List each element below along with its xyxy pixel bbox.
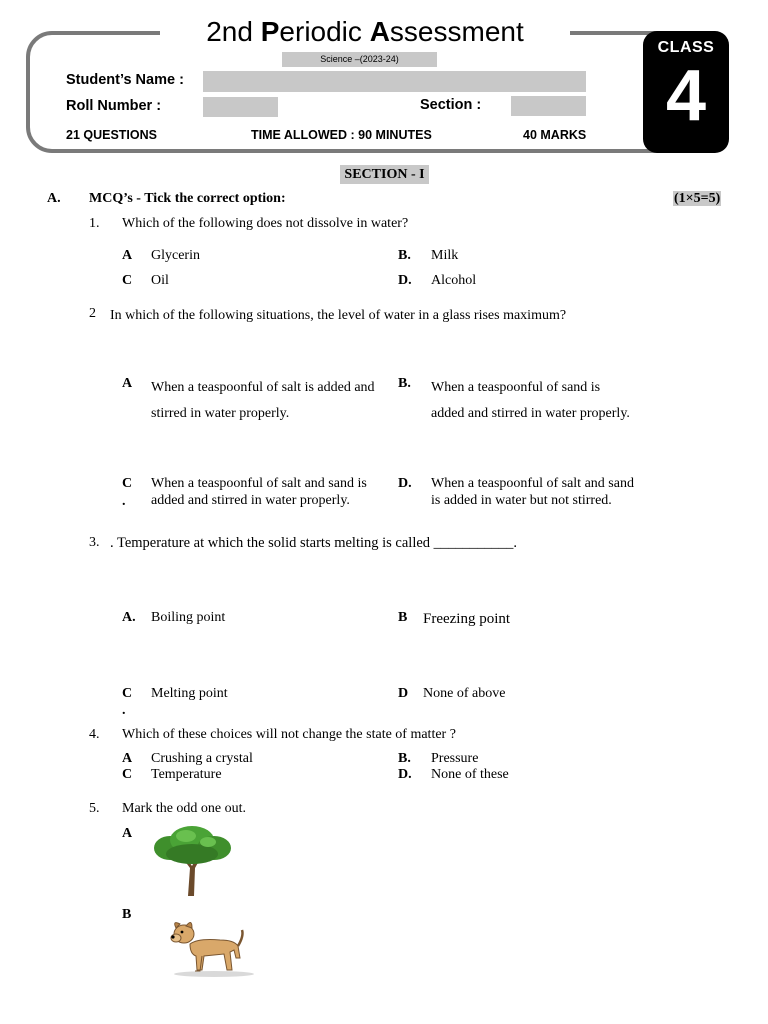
option-text[interactable]: Oil [151, 273, 169, 288]
section-field[interactable] [511, 96, 586, 116]
option-letter: A [122, 751, 133, 766]
option-letter: A [122, 826, 133, 841]
option-letter: C [122, 686, 133, 701]
option-letter: D. [398, 767, 412, 782]
question-number: 4. [89, 727, 100, 742]
student-name-label: Student’s Name : [66, 72, 184, 88]
option-text[interactable]: Pressure [431, 751, 479, 766]
option-letter: C [122, 767, 133, 782]
question-number: 5. [89, 801, 100, 816]
option-letter: B. [398, 248, 411, 263]
option-letter: D. [398, 476, 412, 491]
question-number: 1. [89, 216, 100, 231]
class-label: CLASS [657, 39, 715, 56]
option-letter: B. [398, 376, 411, 391]
dog-icon[interactable] [168, 918, 260, 978]
option-text[interactable]: Crushing a crystal [151, 751, 253, 766]
option-letter: A [122, 248, 133, 263]
option-letter: A. [122, 610, 136, 625]
option-text[interactable]: Glycerin [151, 248, 200, 263]
option-letter: A [122, 376, 133, 391]
question-text: Which of the following does not dissolve in water? [122, 216, 409, 231]
option-letter: C [122, 476, 133, 491]
marks-total: 40 MARKS [523, 128, 587, 142]
option-letter: B. [398, 751, 411, 766]
page-title: 2nd Periodic Assessment [160, 15, 570, 49]
option-text[interactable]: None of above [423, 686, 506, 701]
option-letter: B [398, 610, 408, 625]
time-allowed: TIME ALLOWED : 90 MINUTES [251, 128, 432, 142]
option-letter: C [122, 273, 133, 288]
option-text[interactable]: Melting point [151, 686, 228, 701]
question-number: 3. [89, 535, 100, 550]
class-badge [643, 31, 729, 153]
part-title: MCQ’s - Tick the correct option: [89, 191, 286, 206]
question-text: Mark the odd one out. [122, 801, 247, 816]
student-name-field[interactable] [203, 71, 586, 92]
option-text[interactable]: Alcohol [431, 273, 477, 288]
section-title: SECTION - I [340, 165, 429, 184]
class-number: 4 [665, 56, 707, 136]
option-text[interactable]: When a teaspoonful of sand is added and stirred in water properly. [431, 380, 630, 421]
roll-number-label: Roll Number : [66, 98, 162, 114]
option-text[interactable]: Milk [431, 248, 459, 263]
option-letter: D [398, 686, 409, 701]
option-letter: B [122, 907, 132, 922]
question-text: In which of the following situations, the level of water in a glass rises maximum? [110, 308, 567, 323]
part-marks: (1×5=5) [674, 191, 721, 206]
question-text: . Temperature at which the solid starts melting is called ___________. [110, 535, 518, 551]
option-letter-dot: . [122, 703, 126, 718]
section-label: Section : [420, 97, 482, 113]
option-text[interactable]: Temperature [151, 767, 222, 782]
questions-count: 21 QUESTIONS [66, 128, 157, 142]
question-number: 2 [89, 306, 96, 321]
option-letter: D. [398, 273, 412, 288]
option-text[interactable]: Boiling point [151, 610, 226, 625]
option-text[interactable]: Freezing point [423, 611, 511, 627]
option-text[interactable]: None of these [431, 767, 509, 782]
option-text[interactable]: When a teaspoonful of salt is added and stirred in water properly. [151, 380, 375, 421]
part-letter: A. [47, 191, 61, 206]
option-text[interactable]: When a teaspoonful of salt and sand is added and stirred in water properly. [151, 476, 367, 508]
tree-icon[interactable] [150, 824, 234, 898]
subject-subtitle: Science –(2023-24) [282, 52, 437, 67]
option-letter-dot: . [122, 494, 126, 509]
roll-number-field[interactable] [203, 97, 278, 117]
question-text: Which of these choices will not change the state of matter ? [122, 727, 456, 742]
option-text[interactable]: When a teaspoonful of salt and sand is added in water but not stirred. [431, 476, 634, 508]
